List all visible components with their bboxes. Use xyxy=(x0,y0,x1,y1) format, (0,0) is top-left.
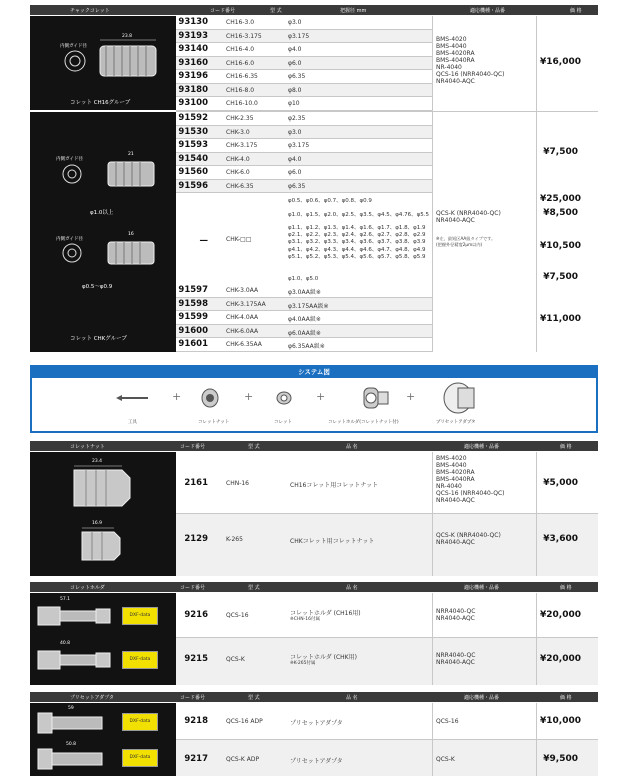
table-cell-model: CHK-6.35 xyxy=(226,182,254,190)
dash-price-4: ¥7,500 xyxy=(543,272,578,282)
compat-line: NR4040-AQC xyxy=(436,78,475,85)
row-divider xyxy=(176,351,432,352)
row-divider xyxy=(176,138,432,139)
nut-compat-2 xyxy=(436,532,536,546)
table-cell-dia: φ6.0 xyxy=(288,59,302,67)
table-cell-dia: φ4.0 xyxy=(288,46,302,53)
table-cell-code: 91592 xyxy=(178,113,208,123)
header-price: 価 格 xyxy=(560,443,572,450)
dash-dia-1: φ0.5、φ0.6、φ0.7、φ0.8、φ0.9 xyxy=(288,198,372,204)
section4-header xyxy=(30,692,598,702)
compat-line: NR-4040 xyxy=(436,64,462,71)
header-compat: 適応機種・品番 xyxy=(464,443,500,450)
table-cell-model: CHK-2.35 xyxy=(226,115,254,122)
system-item-nut: コレットナット xyxy=(198,420,230,425)
dxf-badge: DXF-data xyxy=(122,607,158,625)
table-cell-dia: φ3.175 xyxy=(288,32,310,40)
table-cell-dia: φ3.0 xyxy=(288,128,302,136)
compat-line: QCS-16 (NRR4040-QC) xyxy=(436,490,505,497)
section-divider xyxy=(176,111,598,112)
nut-dim-1: 23.4 xyxy=(92,459,103,464)
table-cell-model: CH16-3.175 xyxy=(226,32,262,40)
table-cell-model: CHK-6.0 xyxy=(226,169,250,176)
table-cell-dia: φ10 xyxy=(288,100,300,107)
header-price: 価 格 xyxy=(560,584,572,591)
table-cell-model: CHK-3.0AA xyxy=(226,287,259,294)
compat-line: BMS-4020RA xyxy=(436,50,475,57)
table-cell-model: CHK-3.0 xyxy=(226,128,250,136)
table-cell-model: CH16-6.0 xyxy=(226,59,255,67)
table-cell-code: 91540 xyxy=(178,153,208,164)
plus-icon: + xyxy=(172,390,182,403)
compat-line: NR4040-AQC xyxy=(436,217,475,224)
section1-header xyxy=(30,5,598,15)
col-divider xyxy=(536,452,537,576)
dash-price-2: ¥8,500 xyxy=(543,208,578,218)
ch16-caption: コレット CH16グループ xyxy=(70,100,131,106)
plus-icon: + xyxy=(244,390,254,403)
adapter-name-2: プリセットアダプタ xyxy=(290,758,343,765)
header-name: 品 名 xyxy=(346,694,358,701)
chk-size-label-1: φ1.0以上 xyxy=(90,210,114,216)
adapter-price-2: ¥9,500 xyxy=(543,754,578,764)
dash-price-1: ¥25,000 xyxy=(540,194,581,204)
header-code: コード番号 xyxy=(180,584,206,591)
dash-dia-3 xyxy=(288,225,426,261)
compat-line: BMS-4040RA xyxy=(436,476,475,483)
row-divider xyxy=(176,310,432,311)
dia-line: φ3.1、φ3.2、φ3.3、φ3.4、φ3.6、φ3.7、φ3.8、φ3.9 xyxy=(288,239,426,246)
nut-name-2: CHKコレット用コレットナット xyxy=(290,538,375,545)
holder-code-1: 9216 xyxy=(184,610,208,620)
system-diagram xyxy=(30,365,598,433)
compat-line: BMS-4040 xyxy=(436,462,467,469)
table-cell-code: 91593 xyxy=(178,140,208,150)
table-cell-model: CH16-8.0 xyxy=(226,86,255,94)
table-cell-dia: φ2.35 xyxy=(288,115,306,122)
header-product: コレットホルダ xyxy=(70,584,105,591)
aa-price: ¥11,000 xyxy=(540,314,581,324)
adapter-code-1: 9218 xyxy=(184,716,208,726)
section3-header xyxy=(30,582,598,592)
compat-line: QCS-16 xyxy=(436,718,459,725)
row-bg xyxy=(176,84,432,98)
compat-line: NR4040-AQC xyxy=(436,497,475,504)
table-cell-model: CHK-6.0AA xyxy=(226,327,259,335)
holder-code-2: 9215 xyxy=(184,654,208,664)
holder-model-1: QCS-16 xyxy=(226,612,249,619)
nut-price-2: ¥3,600 xyxy=(543,534,578,544)
table-cell-code: 91600 xyxy=(178,325,208,336)
table-cell-code: 93100 xyxy=(178,98,208,108)
row-divider xyxy=(176,192,432,193)
plus-icon: + xyxy=(316,390,326,403)
header-name: 品 名 xyxy=(346,584,358,591)
dash-price-3: ¥10,500 xyxy=(540,241,581,251)
nut-code-2: 2129 xyxy=(184,534,208,544)
nut-compat-1 xyxy=(436,455,536,504)
chk-image-panel xyxy=(30,112,176,352)
holder-name-2: コレットホルダ (CHK用) xyxy=(290,654,357,661)
table-cell-code: 93180 xyxy=(178,84,208,95)
dxf-badge: DXF-data xyxy=(122,749,158,767)
compat-line: NR4040-AQC xyxy=(436,615,475,622)
row-divider xyxy=(176,739,598,740)
row-divider xyxy=(176,42,432,43)
compat-line: NRR4040-QC xyxy=(436,608,476,615)
header-model: 型 式 xyxy=(270,7,282,14)
dxf-badge: DXF-data xyxy=(122,713,158,731)
compat-line: BMS-4040RA xyxy=(436,57,475,64)
table-cell-dia: φ3.175 xyxy=(288,142,310,149)
table-cell-model: CHK-3.175AA xyxy=(226,300,266,308)
compat-line: NRR4040-QC xyxy=(436,652,476,659)
row-bg xyxy=(176,57,432,71)
table-cell-model: CH16-6.35 xyxy=(226,73,258,80)
table-cell-dia: φ6.0 xyxy=(288,169,302,176)
table-cell-model: CH16-3.0 xyxy=(226,19,255,26)
table-cell-code: 91596 xyxy=(178,180,208,191)
col-divider xyxy=(432,16,433,352)
note-line: (把握外径精度2μm以内) xyxy=(436,241,483,247)
table-cell-model: CH16-10.0 xyxy=(226,100,258,107)
header-code: コード番号 xyxy=(210,7,236,14)
table-cell-code: 93160 xyxy=(178,57,208,68)
table-cell-dia: φ6.35 xyxy=(288,73,306,80)
header-code: コード番号 xyxy=(180,694,206,701)
holder-price-2: ¥20,000 xyxy=(540,654,581,664)
nut-image-panel xyxy=(30,452,176,576)
col-divider xyxy=(432,593,433,685)
adapter-dim-2: 50.8 xyxy=(66,742,77,747)
compat-line: NR-4040 xyxy=(436,483,462,490)
holder-sub-1: ※CHN-16付属 xyxy=(290,617,321,622)
header-code: コード番号 xyxy=(180,443,206,450)
system-item-holder: コレットホルダ(コレットナット付) xyxy=(328,420,399,425)
holder-image-panel xyxy=(30,593,176,685)
adapter-image-panel xyxy=(30,703,176,776)
nut-drawings xyxy=(30,452,176,576)
header-price: 価 格 xyxy=(570,7,582,14)
ch16-compat xyxy=(436,36,536,85)
holder-dim-2: 40.8 xyxy=(60,641,71,646)
table-cell-dia: φ8.0 xyxy=(288,86,302,94)
table-cell-dia: φ6.35AA級※ xyxy=(288,343,325,350)
row-bg xyxy=(176,153,432,167)
chk-dim-label-1: 21 xyxy=(128,152,134,157)
chk-inner-label-2: 内側ガイド径 xyxy=(56,237,83,242)
compat-line: BMS-4040 xyxy=(436,43,467,50)
nut-model-1: CHN-16 xyxy=(226,480,249,487)
dia-line: φ5.1、φ5.2、φ5.3、φ5.4、φ5.6、φ5.7、φ5.8、φ5.9 xyxy=(288,253,426,260)
header-price: 価 格 xyxy=(560,694,572,701)
header-compat: 適応機種・品番 xyxy=(464,694,500,701)
adapter-name-1: プリセットアダプタ xyxy=(290,720,343,727)
table-cell-dia: φ4.0AA級※ xyxy=(288,316,321,323)
dash-code: — xyxy=(199,236,208,246)
nut-price-1: ¥5,000 xyxy=(543,478,578,488)
table-cell-code: 93130 xyxy=(178,17,208,27)
chk-inner-label-1: 内側ガイド径 xyxy=(56,157,83,162)
holder-model-2: QCS-K xyxy=(226,656,245,663)
chk-compat xyxy=(436,210,536,224)
dash-model: CHK-□□ xyxy=(226,236,252,243)
chk-note xyxy=(436,236,536,247)
table-cell-code: 91601 xyxy=(178,339,208,349)
dxf-badge: DXF-data xyxy=(122,651,158,669)
table-cell-dia: φ6.35 xyxy=(288,182,306,190)
row-divider xyxy=(176,165,432,166)
system-drawings xyxy=(32,378,596,434)
header-model: 型 式 xyxy=(248,694,260,701)
table-cell-code: 91598 xyxy=(178,298,208,309)
header-product: コレットナット xyxy=(70,443,105,450)
header-compat: 適応機種・品番 xyxy=(464,584,500,591)
adapter-price-1: ¥10,000 xyxy=(540,716,581,726)
chk-caption: コレット CHKグループ xyxy=(70,336,127,342)
system-item-collet: コレット xyxy=(274,420,292,425)
table-cell-dia: φ3.0 xyxy=(288,19,302,26)
table-cell-model: CHK-6.35AA xyxy=(226,341,262,348)
adapter-compat-1 xyxy=(436,718,536,725)
dia-line: φ1.1、φ1.2、φ1.3、φ1.4、φ1.6、φ1.7、φ1.8、φ1.9 xyxy=(288,225,426,231)
row-divider xyxy=(176,96,432,97)
table-cell-code: 91530 xyxy=(178,126,208,137)
dia-line: φ4.1、φ4.2、φ4.3、φ4.4、φ4.6、φ4.7、φ4.8、φ4.9 xyxy=(288,246,426,253)
header-name: 品 名 xyxy=(346,443,358,450)
holder-name-1: コレットホルダ (CH16用) xyxy=(290,610,361,617)
holder-compat-2 xyxy=(436,652,536,666)
compat-line: NR4040-AQC xyxy=(436,539,475,546)
section2-header xyxy=(30,441,598,451)
table-cell-model: CHK-3.175 xyxy=(226,142,258,149)
table-cell-code: 91597 xyxy=(178,285,208,295)
adapter-compat-2 xyxy=(436,756,536,763)
compat-line: QCS-K xyxy=(436,756,455,763)
adapter-code-2: 9217 xyxy=(184,754,208,764)
ch16-collet-drawing xyxy=(30,16,176,110)
row-divider xyxy=(176,637,598,638)
adapter-dim-1: 59 xyxy=(68,706,74,711)
table-cell-model: CH16-4.0 xyxy=(226,46,255,53)
ch16-image-panel xyxy=(30,16,176,110)
compat-line: QCS-K (NRR4040-QC) xyxy=(436,210,501,217)
holder-dim-1: 57.1 xyxy=(60,597,71,602)
holder-sub-2: ※K-265付属 xyxy=(290,661,316,666)
header-model: 型 式 xyxy=(248,443,260,450)
chk-size-label-2: φ0.5～φ0.9 xyxy=(82,284,113,290)
holder-price-1: ¥20,000 xyxy=(540,610,581,620)
header-product: チャックコレット xyxy=(70,7,110,14)
adapter-model-2: QCS-K ADP xyxy=(226,756,260,763)
header-compat: 適応機種・品番 xyxy=(470,7,506,14)
adapter-model-1: QCS-16 ADP xyxy=(226,718,263,725)
table-cell-dia: φ4.0 xyxy=(288,155,302,163)
ch16-price: ¥16,000 xyxy=(540,57,581,67)
header-dia: 把握径 mm xyxy=(340,7,367,14)
col-divider xyxy=(536,703,537,776)
col-divider xyxy=(536,593,537,685)
compat-line: BMS-4020 xyxy=(436,36,467,43)
col-divider xyxy=(536,16,537,352)
ch16-inner-label: 内側ガイド径 xyxy=(60,44,87,49)
system-title: システム図 xyxy=(32,367,596,378)
dash-dia-4: φ1.0、φ5.0 xyxy=(288,276,319,282)
table-cell-dia: φ3.0AA級※ xyxy=(288,289,321,296)
row-divider xyxy=(176,337,432,338)
nut-name-1: CH16コレット用コレットナット xyxy=(290,482,379,489)
dash-dia-2: φ1.0、φ1.5、φ2.0、φ2.5、φ3.5、φ4.5、φ4.76、φ5.5 xyxy=(288,212,429,218)
nut-code-1: 2161 xyxy=(184,478,208,488)
nut-model-2: K-265 xyxy=(226,536,243,543)
chk-dim-label-2: 16 xyxy=(128,232,134,237)
compat-line: BMS-4020 xyxy=(436,455,467,462)
col-divider xyxy=(432,452,433,576)
compat-line: QCS-K (NRR4040-QC) xyxy=(436,532,501,539)
table-cell-code: 91599 xyxy=(178,312,208,322)
dia-line: φ2.1、φ2.2、φ2.3、φ2.4、φ2.6、φ2.7、φ2.8、φ2.9 xyxy=(288,232,426,239)
compat-line: QCS-16 (NRR4040-QC) xyxy=(436,71,505,78)
nut-dim-2: 16.9 xyxy=(92,521,103,526)
table-cell-model: CHK-4.0 xyxy=(226,155,250,163)
row-divider xyxy=(176,513,598,514)
table-cell-dia: φ6.0AA級※ xyxy=(288,329,321,337)
system-item-adapter: プリセットアダプタ xyxy=(436,420,476,425)
compat-line: BMS-4020RA xyxy=(436,469,475,476)
ch16-dim-label: 23.8 xyxy=(122,34,133,39)
table-cell-model: CHK-4.0AA xyxy=(226,314,259,321)
table-cell-code: 93193 xyxy=(178,30,208,41)
chk-collet-drawing xyxy=(30,112,176,352)
plus-icon: + xyxy=(406,390,416,403)
system-item-tool: 工具 xyxy=(128,420,137,425)
table-cell-code: 91560 xyxy=(178,167,208,177)
holder-compat-1 xyxy=(436,608,536,622)
row-divider xyxy=(176,69,432,70)
chk-price-1: ¥7,500 xyxy=(543,147,578,157)
note-line: ※左、最短区AA級タイプです。 xyxy=(436,236,496,241)
table-cell-code: 93140 xyxy=(178,44,208,54)
table-cell-code: 93196 xyxy=(178,71,208,81)
header-model: 型 式 xyxy=(248,584,260,591)
row-bg xyxy=(176,126,432,140)
table-cell-dia: φ3.175AA級※ xyxy=(288,302,329,310)
col-divider xyxy=(432,703,433,776)
header-product: プリセットアダプタ xyxy=(70,694,114,701)
compat-line: NR4040-AQC xyxy=(436,659,475,666)
